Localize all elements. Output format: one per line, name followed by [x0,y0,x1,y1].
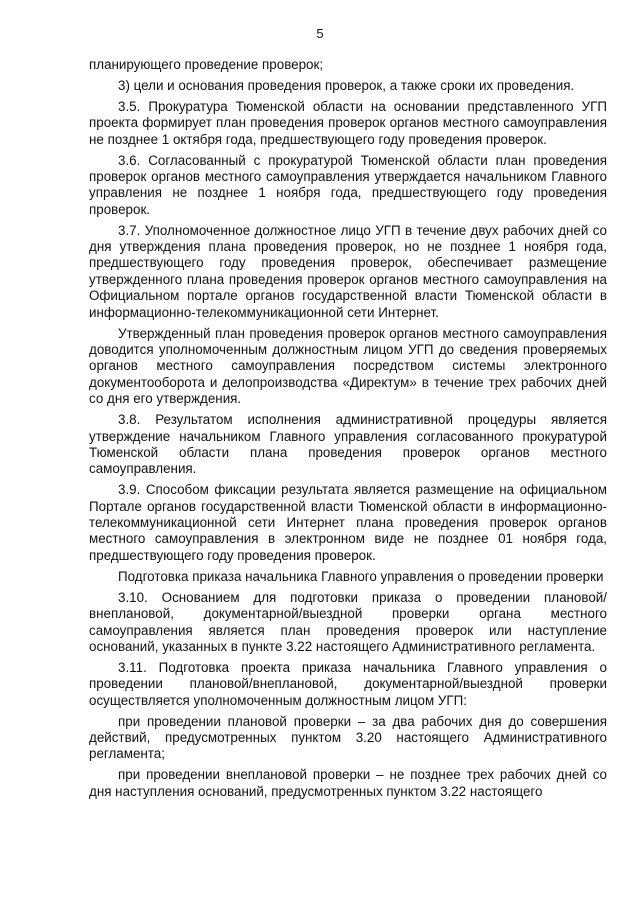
paragraph-approved-plan: Утвержденный план проведения проверок органов местного самоуправления доводится уполномоченным должностным лицом УГП до сведения проверяемых органов местного самоуправления посредством системы электронного документооборота и делопроизводства «Директум» в течение трех рабочих дней со дня его утверждения. [89,325,607,407]
paragraph-3-11: 3.11. Подготовка проекта приказа начальника Главного управления о проведении плановой/внеплановой, документарной/выездной проверки осуществляется уполномоченным должностным лицом УГП: [89,659,607,708]
paragraph-planning-continuation: планирующего проведение проверок; [89,57,324,72]
paragraph-3-5: 3.5. Прокуратура Тюменской области на основании представленного УГП проекта формирует план проведения проверок органов местного самоуправления не позднее 1 октября года, предшествующего году проведения проверок. [89,98,607,147]
paragraph-planned-inspection: при проведении плановой проверки – за два рабочих дня до совершения действий, предусмотренных пунктом 3.20 настоящего Административного регламента; [89,713,607,762]
paragraph-3-10: 3.10. Основанием для подготовки приказа о проведении плановой/внеплановой, документарной/выездной проверки органа местного самоуправления является план проведения проверок или наступление оснований, указанных в пункте 3.22 настоящего Административного регламента. [89,589,607,654]
paragraph-3-6: 3.6. Согласованный с прокуратурой Тюменской области план проведения проверок органов местного самоуправления утверждается начальником Главного управления не позднее 1 ноября года, предшествующего году проведения проверок. [89,152,607,217]
paragraph-3-9: 3.9. Способом фиксации результата является размещение на официальном Портале органов государственной власти Тюменской области в информационно-телекоммуникационной сети Интернет плана проведения проверок органов местного самоуправления в электронном виде не позднее 01 ноября года, предшествующего году проведения проверок. [89,482,607,563]
document-body [89,57,607,805]
paragraph-unplanned-inspection: при проведении внеплановой проверки – не позднее трех рабочих дней со дня наступления оснований, предусмотренных пунктом 3.22 настоящего [89,767,607,799]
page-number: 5 [316,26,324,41]
paragraph-3-7: 3.7. Уполномоченное должностное лицо УГП в течение двух рабочих дней со дня утверждения плана проведения проверок, но не позднее 1 ноября года, предшествующего году проведения проверок, обеспечивает размещение утвержденного плана проведения проверок органов местного самоуправления на Официальном портале органов государственной власти Тюменской области в информационно-телекоммуникационной сети Интернет. [89,222,607,320]
paragraph-item-3: 3) цели и основания проведения проверок, а также сроки их проведения. [118,77,575,93]
section-heading-order-preparation: Подготовка приказа начальника Главного управления о проведении проверки [118,568,604,584]
paragraph-3-8: 3.8. Результатом исполнения административной процедуры является утверждение начальником Главного управления согласованного прокуратурой Тюменской области плана проведения проверок органов местного самоуправления. [89,412,607,477]
